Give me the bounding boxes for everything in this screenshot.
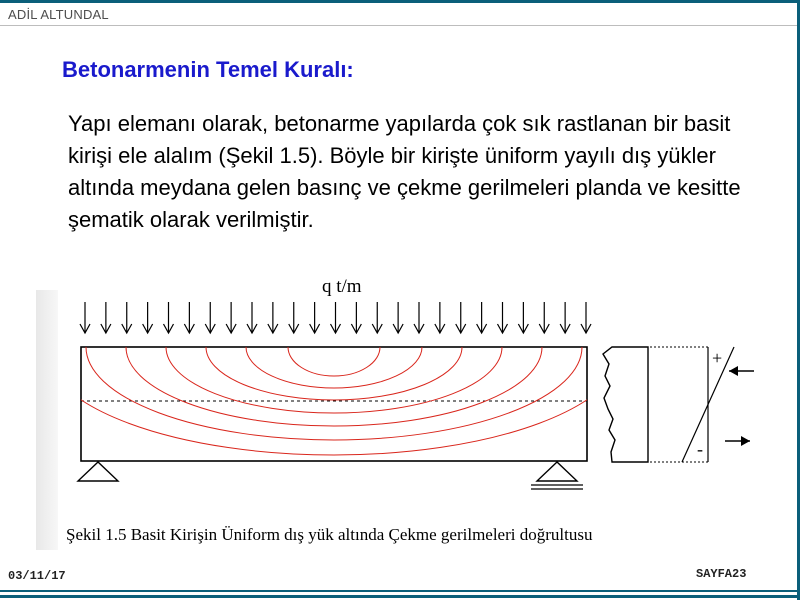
load-arrow bbox=[310, 302, 320, 333]
beam-rectangle bbox=[81, 347, 587, 461]
load-arrow bbox=[372, 302, 382, 333]
stress-line bbox=[166, 347, 502, 413]
left-pin-support bbox=[78, 462, 118, 481]
footer-date: 03/11/17 bbox=[8, 569, 66, 583]
stress-line bbox=[246, 347, 422, 388]
right-roller-support bbox=[531, 462, 583, 489]
load-arrow bbox=[289, 302, 299, 333]
load-arrow bbox=[581, 302, 591, 333]
load-arrow bbox=[518, 302, 528, 333]
distributed-load-arrows bbox=[80, 302, 591, 333]
load-arrow bbox=[435, 302, 445, 333]
stress-line bbox=[288, 347, 380, 376]
load-label: q t/m bbox=[322, 276, 362, 297]
header-rule bbox=[0, 25, 797, 26]
load-arrow bbox=[456, 302, 466, 333]
load-arrow bbox=[80, 302, 90, 333]
stress-line bbox=[126, 347, 542, 426]
tension-arrow bbox=[725, 436, 750, 446]
slide-body-text: Yapı elemanı olarak, betonarme yapılarda çok sık rastlanan bir basit kirişi ele alalım (Şekil 1.5). Böyle bir kirişte üniform yayılı dış yükler altında meydana gelen basınç ve çekme gerilmeleri planda ve kesitte şematik olarak verilmiştir. bbox=[68, 111, 741, 232]
compression-arrow bbox=[729, 366, 754, 376]
stress-line bbox=[206, 347, 462, 400]
author-name: ADİL ALTUNDAL bbox=[8, 7, 109, 22]
load-arrow bbox=[539, 302, 549, 333]
load-arrow bbox=[477, 302, 487, 333]
load-arrow bbox=[393, 302, 403, 333]
bottom-border bbox=[0, 595, 800, 598]
slide-title: Betonarmenin Temel Kuralı: bbox=[62, 57, 354, 82]
footer-rule bbox=[0, 590, 797, 592]
compression-sign: + bbox=[712, 348, 723, 368]
cross-section bbox=[603, 347, 648, 462]
load-arrow bbox=[205, 302, 215, 333]
load-arrow bbox=[184, 302, 194, 333]
load-arrow bbox=[164, 302, 174, 333]
load-arrow bbox=[143, 302, 153, 333]
figure-caption: Şekil 1.5 Basit Kirişin Üniform dış yük altında Çekme gerilmeleri doğrultusu bbox=[66, 525, 593, 544]
load-arrow bbox=[247, 302, 257, 333]
top-border bbox=[0, 0, 800, 3]
load-arrow bbox=[351, 302, 361, 333]
load-arrow bbox=[226, 302, 236, 333]
tension-sign: - bbox=[697, 439, 703, 459]
load-arrow bbox=[268, 302, 278, 333]
beam-figure bbox=[0, 270, 800, 560]
load-arrow bbox=[560, 302, 570, 333]
load-arrow bbox=[498, 302, 508, 333]
page-number: SAYFA23 bbox=[696, 567, 747, 581]
load-arrow bbox=[414, 302, 424, 333]
load-arrow bbox=[101, 302, 111, 333]
load-arrow bbox=[122, 302, 132, 333]
load-arrow bbox=[331, 302, 341, 333]
